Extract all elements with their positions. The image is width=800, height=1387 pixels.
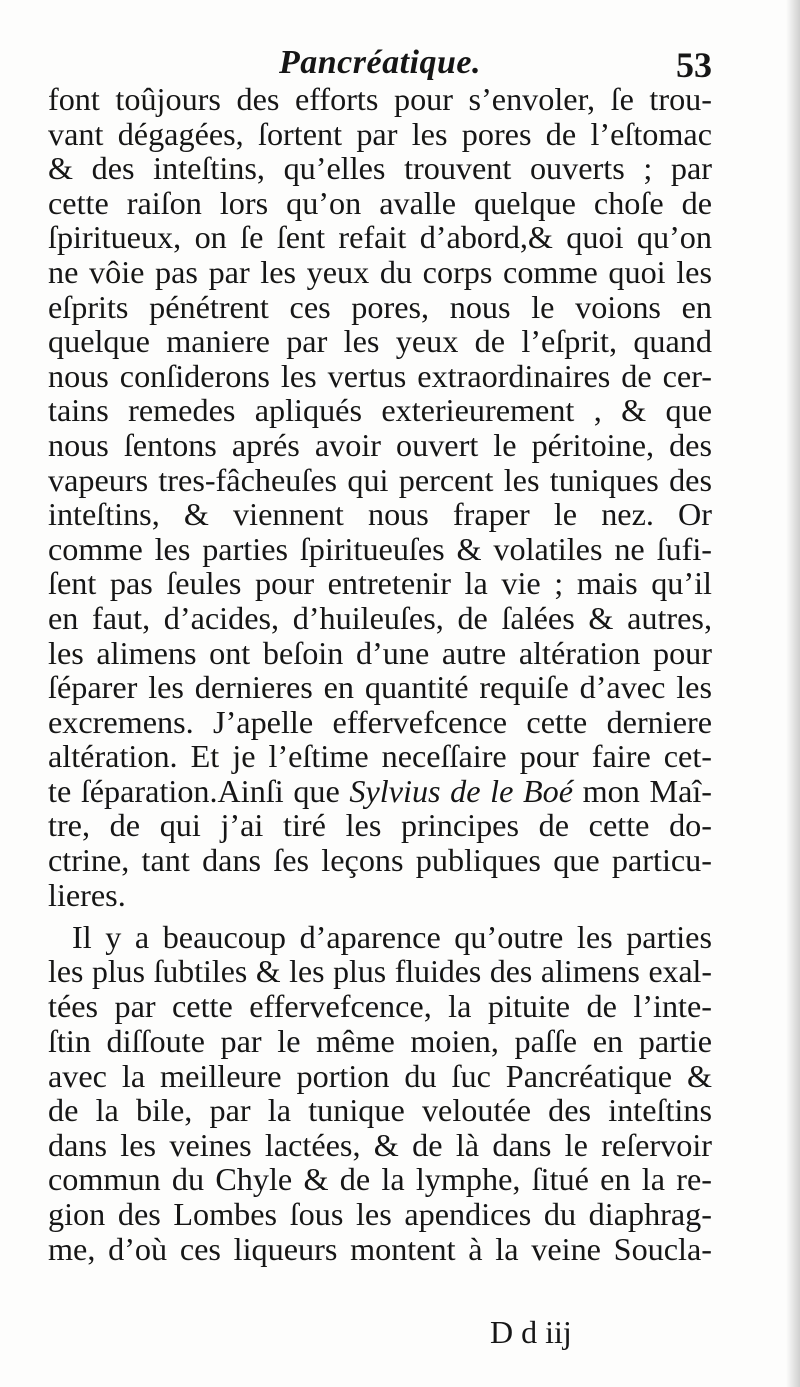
gutter-shadow bbox=[786, 0, 800, 1387]
text-line: les plus ſubtiles & les plus fluides des alimens exal- bbox=[48, 953, 712, 989]
text-line: ne vôie pas par les yeux du corps comme quoi les bbox=[48, 253, 712, 290]
text-line: comme les parties ſpiritueuſes & volatiles ne ſufi- bbox=[48, 530, 712, 567]
text-line: & des inteſtins, qu’elles trouvent ouverts ; par bbox=[48, 150, 712, 187]
page-number: 53 bbox=[676, 45, 712, 85]
running-head: Pancréatique. bbox=[279, 44, 481, 81]
text-line: Il y a beaucoup d’aparence qu’outre les parties bbox=[72, 919, 712, 956]
text-segment: mon Maî- bbox=[573, 772, 713, 809]
body-text bbox=[48, 82, 712, 1266]
text-line: ſent pas ſeules pour entretenir la vie ; mais qu’il bbox=[48, 565, 712, 602]
text-line: de la bile, par la tunique veloutée des inteſtins bbox=[48, 1092, 712, 1129]
text-line: en faut, d’acides, d’huileuſes, de ſalées & autres, bbox=[48, 599, 712, 636]
text-line: les alimens ont beſoin d’une autre altération pour bbox=[48, 634, 712, 671]
text-line: quelque maniere par les yeux de l’eſprit, quand bbox=[48, 323, 712, 360]
text-line-with-name bbox=[48, 774, 712, 809]
text-line: inteſtins, & viennent nous fraper le nez. Or bbox=[48, 496, 712, 533]
text-line: ſéparer les dernieres en quantité requiſe d’avec les bbox=[48, 669, 712, 706]
text-line: tains remedes apliqués exterieurement , & que bbox=[48, 392, 712, 429]
text-line: ſpiritueux, on ſe ſent refait d’abord,& quoi qu’on bbox=[48, 219, 712, 256]
text-line: gion des Lombes ſous les apendices du diaphrag- bbox=[48, 1196, 712, 1232]
text-line: nous ſentons aprés avoir ouvert le péritoine, des bbox=[48, 426, 712, 463]
text-line: font toûjours des efforts pour s’envoler, ſe trou- bbox=[48, 81, 712, 117]
text-segment: te ſéparation.Ainſi que bbox=[48, 772, 350, 809]
signature-mark: D d iij bbox=[490, 1314, 572, 1350]
text-line: me, d’où ces liqueurs montent à la veine Soucla- bbox=[48, 1230, 712, 1267]
text-line: dans les veines lactées, & de là dans le reſervoir bbox=[48, 1126, 712, 1163]
text-line: altération. Et je l’eſtime neceſſaire pour faire cet- bbox=[48, 738, 712, 775]
text-line: eſprits pénétrent ces pores, nous le voions en bbox=[48, 288, 712, 325]
text-line: nous conſiderons les vertus extraordinaires de cer- bbox=[48, 357, 712, 394]
text-line: cette raiſon lors qu’on avalle quelque choſe de bbox=[48, 184, 712, 221]
text-line: excremens. J’apelle effervefcence cette derniere bbox=[48, 703, 712, 740]
text-line: lieres. bbox=[48, 876, 126, 913]
text-line: commun du Chyle & de la lymphe, ſitué en la re- bbox=[48, 1161, 712, 1198]
author-name-italic: Sylvius de le Boé bbox=[349, 772, 574, 809]
text-line: tre, de qui j’ai tiré les principes de cette do- bbox=[48, 807, 712, 844]
paragraph-2 bbox=[48, 920, 712, 1266]
text-line: vant dégagées, ſortent par les pores de l’eſtomac bbox=[48, 115, 712, 152]
text-line: ctrine, tant dans ſes leçons publiques que particu- bbox=[48, 842, 712, 879]
paragraph-1 bbox=[48, 82, 712, 912]
text-line: ſtin diſſoute par le même moien, paſſe en partie bbox=[48, 1023, 712, 1060]
text-line: vapeurs tres-fâcheuſes qui percent les tuniques des bbox=[48, 461, 712, 498]
text-line: tées par cette effervefcence, la pituite de l’inte- bbox=[48, 988, 712, 1025]
text-line: avec la meilleure portion du ſuc Pancréatique & bbox=[48, 1057, 712, 1094]
